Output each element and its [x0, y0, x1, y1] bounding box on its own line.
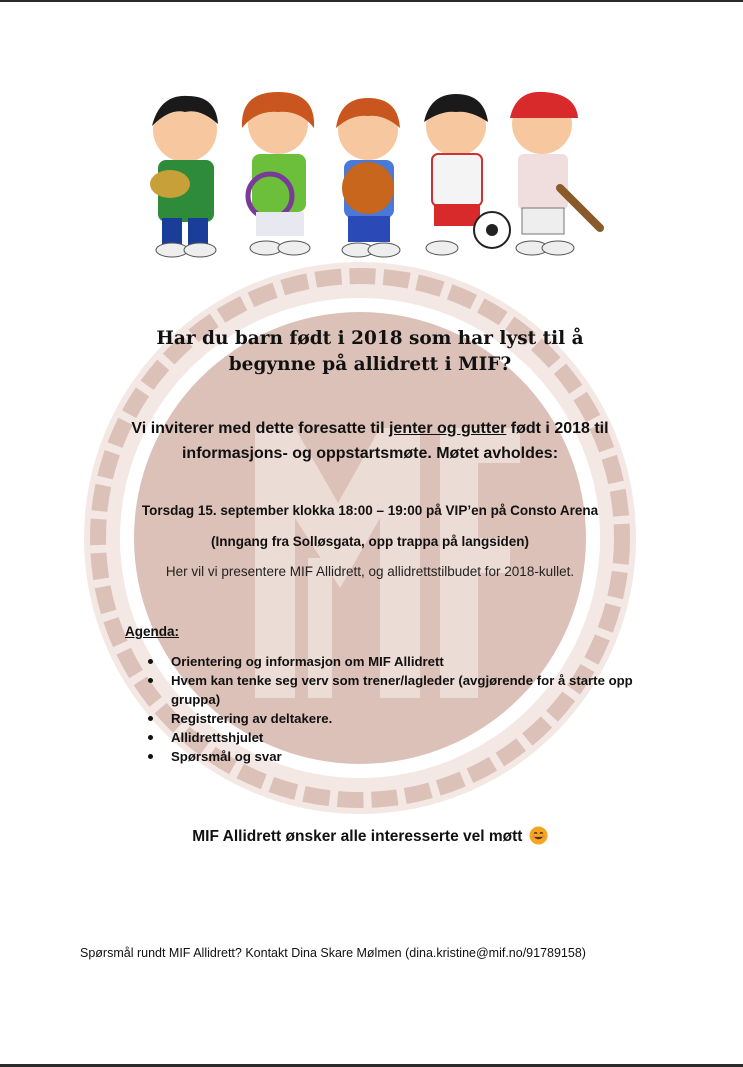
headline — [90, 326, 650, 378]
invitation-text — [90, 416, 650, 466]
invitation-part-2: født i 2018 til — [506, 420, 609, 437]
invitation-part-1: Vi inviterer med dette foresatte til — [131, 420, 389, 437]
agenda-title: Agenda: — [125, 624, 179, 639]
page-top-border — [0, 0, 743, 2]
headline-line-2: begynne på allidrett i MIF? — [228, 354, 512, 375]
smiling-face-icon — [529, 826, 548, 845]
agenda-item: Spørsmål og svar — [145, 747, 645, 766]
agenda-item: Orientering og informasjon om MIF Allidrett — [145, 652, 645, 671]
closing-message — [60, 826, 680, 846]
agenda-item: Allidrettshjulet — [145, 728, 645, 747]
agenda-item: Registrering av deltakere. — [145, 709, 645, 728]
invitation-line-2: informasjons- og oppstartsmøte. Møtet avholdes: — [181, 445, 559, 462]
invitation-underlined: jenter og gutter — [388, 420, 507, 437]
meeting-time: Torsdag 15. september klokka 18:00 – 19:00 på VIP’en på Consto Arena — [141, 503, 599, 518]
children-sports-illustration-icon — [130, 88, 610, 260]
meeting-presentation: Her vil vi presentere MIF Allidrett, og allidrettstilbudet for 2018-kullet. — [165, 564, 575, 579]
meeting-entrance: (Inngang fra Solløsgata, opp trappa på langsiden) — [210, 534, 530, 549]
headline-line-1: Har du barn født i 2018 som har lyst til å — [156, 328, 584, 349]
agenda-item: Hvem kan tenke seg verv som trener/lagleder (avgjørende for å starte opp gruppa) — [145, 671, 645, 709]
agenda-list — [145, 652, 645, 766]
contact-info: Spørsmål rundt MIF Allidrett? Kontakt Dina Skare Mølmen (dina.kristine@mif.no/91789158) — [80, 946, 586, 960]
closing-text: MIF Allidrett ønsker alle interesserte vel møtt — [192, 828, 523, 845]
